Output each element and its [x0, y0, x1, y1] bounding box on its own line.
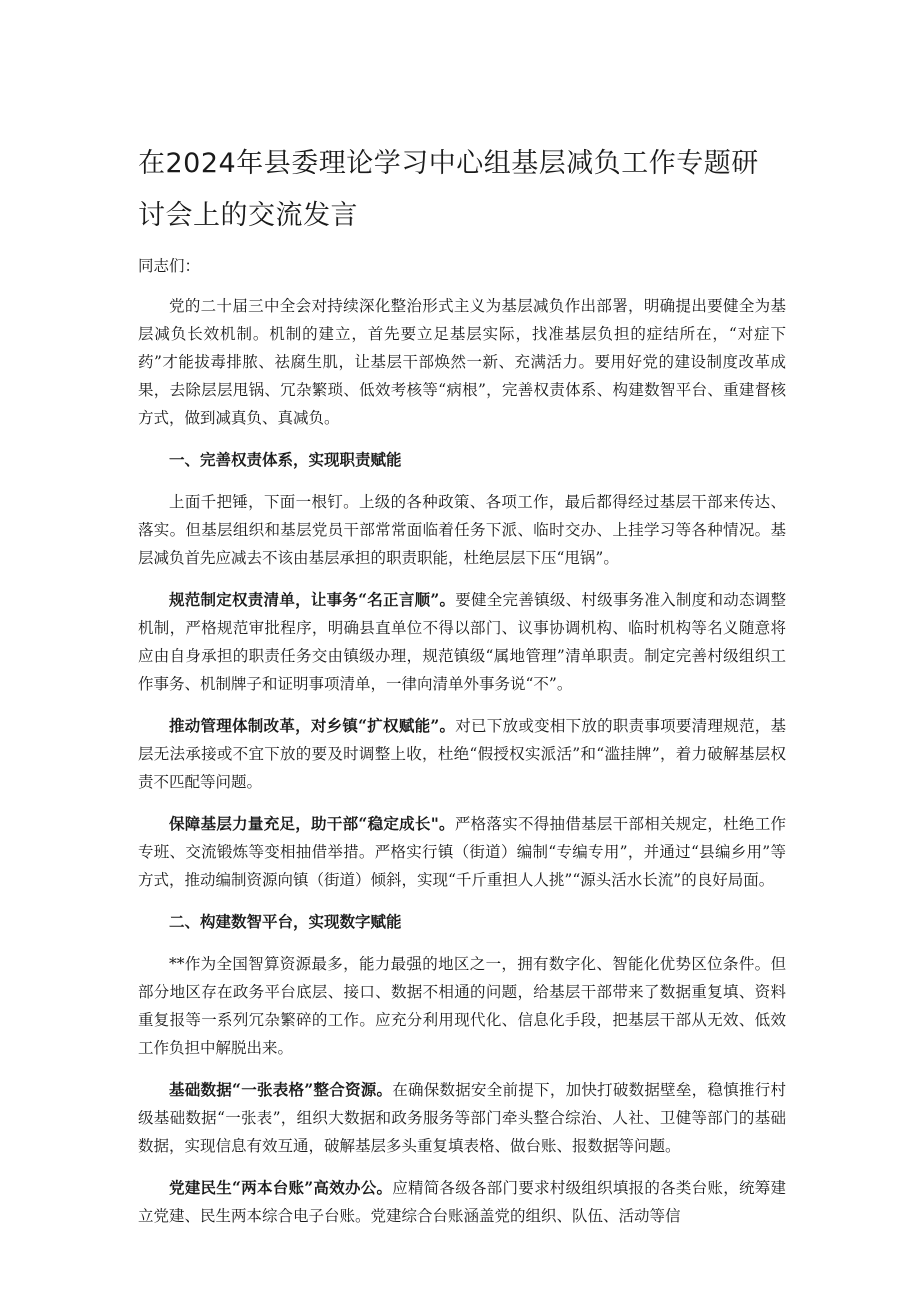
salutation: 同志们：	[138, 257, 201, 275]
section-2-heading: 二、构建数智平台，实现数字赋能	[169, 912, 402, 931]
section-1-paragraph-2-body: 对已下放或变相下放的职责事项要清理规范，基层无法承接或不宜下放的要及时调整上收，杜绝“假授权实派活”和“滥挂牌”，着力破解基层权责不匹配等问题。	[138, 717, 786, 791]
section-2-paragraph-2-lead: 党建民生“两本台账”高效办公。	[169, 1178, 393, 1197]
intro-paragraph: 党的二十届三中全会对持续深化整治形式主义为基层减负作出部署，明确提出要健全为基层减负长效机制。机制的建立，首先要立足基层实际，找准基层负担的症结所在，“对症下药”才能拔毒排脓、祛腐生肌，让基层干部焕然一新、充满活力。要用好党的建设制度改革成果，去除层层甩锅、冗杂繁琐、低效考核等“病根”，完善权责体系、构建数智平台、重建督核方式，做到减真负、真减负。	[138, 297, 786, 427]
section-1-paragraph-1-body: 要健全完善镇级、村级事务准入制度和动态调整机制，严格规范审批程序，明确县直单位不得以部门、议事协调机构、临时机构等名义随意将应由自身承担的职责任务交由镇级办理，规范镇级“属地管理”清单职责。制定完善村级组织工作事务、机制牌子和证明事项清单，一律向清单外事务说“不”。	[138, 591, 786, 693]
section-1-paragraph-1-lead: 规范制定权责清单，让事务“名正言顺”。	[169, 590, 456, 609]
section-1-paragraph-3-lead: 保障基层力量充足，助干部“稳定成长"。	[169, 814, 455, 833]
section-1-paragraph-2-lead: 推动管理体制改革，对乡镇“扩权赋能”。	[169, 716, 456, 735]
section-2-paragraph-2	[138, 1174, 786, 1230]
section-2-intro: **作为全国智算资源最多，能力最强的地区之一，拥有数字化、智能化优势区位条件。但部分地区存在政务平台底层、接口、数据不相通的问题，给基层干部带来了数据重复填、资料重复报等一系列冗杂繁碎的工作。应充分利用现代化、信息化手段，把基层干部从无效、低效工作负担中解脱出来。	[138, 955, 786, 1057]
section-2-paragraph-1-body: 在确保数据安全前提下，加快打破数据壁垒，稳慎推行村级基础数据“一张表”，组织大数据和政务服务等部门牵头整合综治、人社、卫健等部门的基础数据，实现信息有效互通，破解基层多头重复填表格、做台账、报数据等问题。	[138, 1081, 786, 1155]
section-2-paragraph-1	[138, 1076, 786, 1160]
section-1-heading: 一、完善权责体系，实现职责赋能	[169, 450, 402, 469]
section-2-paragraph-1-lead: 基础数据“一张表格”整合资源。	[169, 1080, 393, 1099]
section-1-paragraph-1	[138, 586, 786, 698]
document-page	[138, 138, 786, 1244]
section-1-intro: 上面千把锤，下面一根钉。上级的各种政策、各项工作，最后都得经过基层干部来传达、落实。但基层组织和基层党员干部常常面临着任务下派、临时交办、上挂学习等各种情况。基层减负首先应减去不该由基层承担的职责职能，杜绝层层下压“甩锅”。	[138, 493, 786, 567]
section-1-paragraph-3	[138, 810, 786, 894]
section-2-paragraph-2-body: 应精简各级各部门要求村级组织填报的各类台账，统筹建立党建、民生两本综合电子台账。党建综合台账涵盖党的组织、队伍、活动等信	[138, 1179, 786, 1225]
section-1-paragraph-3-body: 严格落实不得抽借基层干部相关规定，杜绝工作专班、交流锻炼等变相抽借举措。严格实行镇（街道）编制“专编专用”，并通过“县编乡用”等方式，推动编制资源向镇（街道）倾斜，实现“千斤重担人人挑”“源头活水长流”的良好局面。	[138, 815, 786, 889]
section-1-paragraph-2	[138, 712, 786, 796]
document-title: 在2024年县委理论学习中心组基层减负工作专题研讨会上的交流发言	[138, 148, 759, 231]
